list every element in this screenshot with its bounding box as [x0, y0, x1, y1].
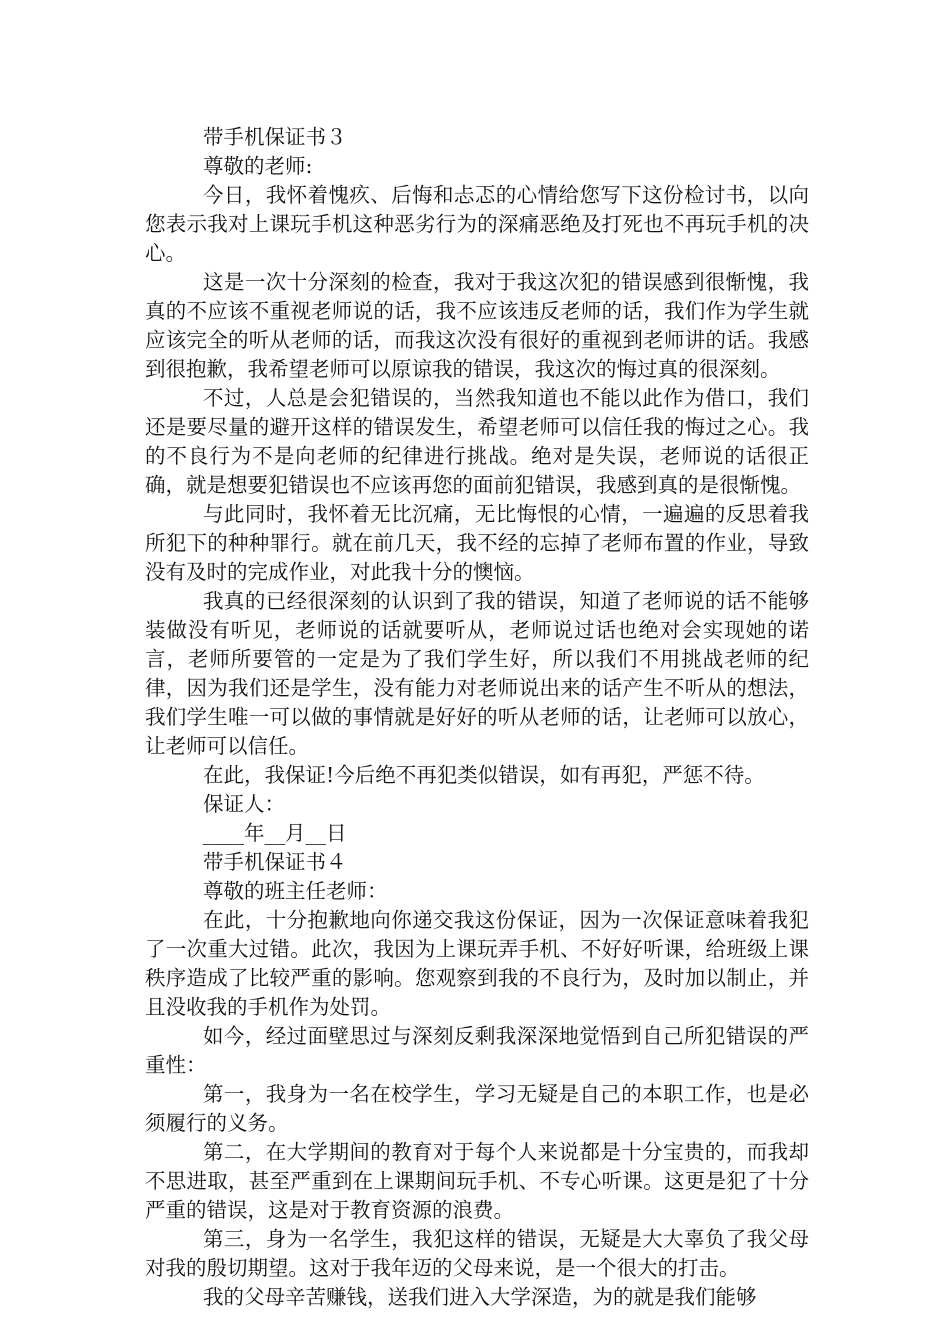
section-3-paragraph: 在此，我保证!今后绝不再犯类似错误，如有再犯，严惩不待。 [203, 763, 765, 787]
section-3-date: ____年__月__日 [203, 821, 347, 845]
section-4-paragraph: 在此，十分抱歉地向你递交我这份保证，因为一次保证意味着我犯了一次重大过错。此次，我因为上课玩弄手机、不好好听课，给班级上课秩序造成了比较严重的影响。您观察到我的不良行为，及时加以制止，并且没收我的手机作为处罚。 [145, 908, 809, 1019]
section-3-signer: 保证人： [203, 792, 285, 816]
section-3-title: 带手机保证书３ [203, 125, 347, 149]
section-3-salutation: 尊敬的老师: [203, 154, 313, 178]
section-3-paragraph: 今日，我怀着愧疚、后悔和忐忑的心情给您写下这份检讨书，以向您表示我对上课玩手机这种恶劣行为的深痛恶绝及打死也不再玩手机的决心。 [145, 183, 809, 265]
section-3-paragraph: 与此同时，我怀着无比沉痛，无比悔恨的心情，一遍遍的反思着我所犯下的种种罪行。就在前几天，我不经的忘掉了老师布置的作业，导致没有及时的完成作业，对此我十分的懊恼。 [145, 502, 809, 584]
section-3-paragraph: 不过，人总是会犯错误的，当然我知道也不能以此作为借口，我们还是要尽量的避开这样的错误发生，希望老师可以信任我的悔过之心。我的不良行为不是向老师的纪律进行挑战。绝对是失误，老师说的话很正确，就是想要犯错误也不应该再您的面前犯错误，我感到真的是很惭愧。 [145, 386, 809, 497]
section-4-paragraph: 第三，身为一名学生，我犯这样的错误，无疑是大大辜负了我父母对我的殷切期望。这对于我年迈的父母来说，是一个很大的打击。 [145, 1227, 809, 1280]
section-4-salutation: 尊敬的班主任老师： [203, 879, 388, 903]
section-4-paragraph: 第一，我身为一名在校学生，学习无疑是自己的本职工作，也是必须履行的义务。 [145, 1082, 809, 1135]
section-4-paragraph: 我的父母辛苦赚钱，送我们进入大学深造，为的就是我们能够 [203, 1285, 757, 1309]
section-3-paragraph: 这是一次十分深刻的检查，我对于我这次犯的错误感到很惭愧，我真的不应该不重视老师说的话，我不应该违反老师的话，我们作为学生就应该完全的听从老师的话，而我这次没有很好的重视到老师讲的话。我感到很抱歉，我希望老师可以原谅我的错误，我这次的悔过真的很深刻。 [145, 270, 809, 381]
section-4-paragraph: 如今，经过面壁思过与深刻反剩我深深地觉悟到自己所犯错误的严重性： [145, 1024, 809, 1077]
section-3-paragraph: 我真的已经很深刻的认识到了我的错误，知道了老师说的话不能够装做没有听见，老师说的话就要听从，老师说过话也绝对会实现她的诺言，老师所要管的一定是为了我们学生好，所以我们不用挑战老师的纪律，因为我们还是学生，没有能力对老师说出来的话产生不听从的想法，我们学生唯一可以做的事情就是好好的听从老师的话，让老师可以放心，让老师可以信任。 [145, 589, 809, 758]
section-4-title: 带手机保证书４ [203, 850, 347, 874]
document-body [145, 123, 809, 1312]
section-4-paragraph: 第二，在大学期间的教育对于每个人来说都是十分宝贵的，而我却不思进取，甚至严重到在上课期间玩手机、不专心听课。这更是犯了十分严重的错误，这是对于教育资源的浪费。 [145, 1140, 809, 1222]
